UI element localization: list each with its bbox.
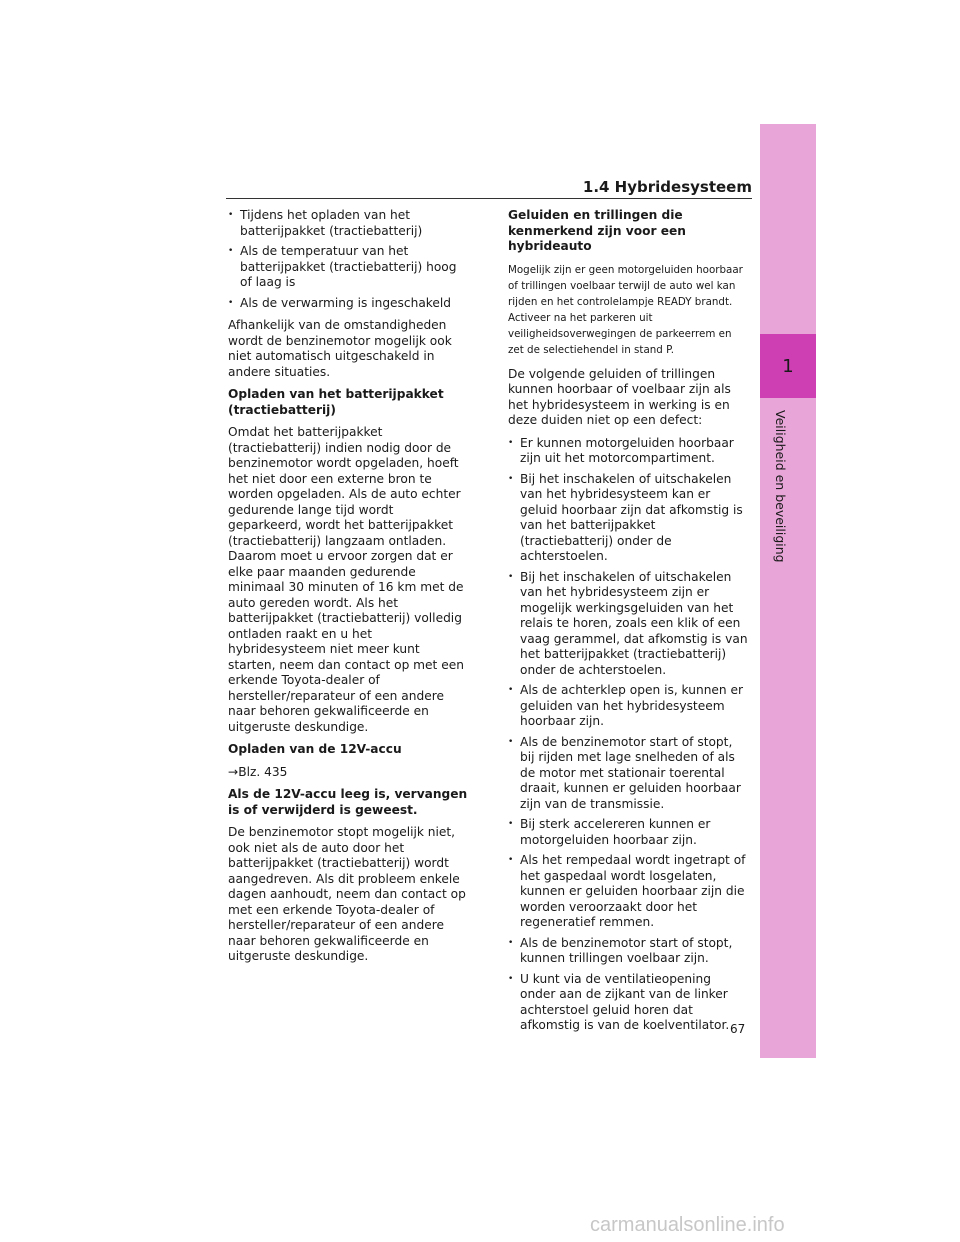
right-column [508,208,748,1041]
list-item: • Als de benzinemotor start of stopt, bij rijden met lage snelheden of als de motor met stationair toerental draait, kunnen er geluiden hoorbaar zijn van de transmissie. [508,735,748,813]
sounds-list [508,436,748,1034]
list-item: • Bij het inschakelen of uitschakelen van het hybridesysteem kan er geluid hoorbaar zijn dat afkomstig is van het batterijpakket (tractiebatterij) onder de achterstoelen. [508,472,748,565]
note-paragraph: Mogelijk zijn er geen motorgeluiden hoorbaar of trillingen voelbaar terwijl de auto wel kan rijden en het controlelampje READY brandt. Activeer na het parkeren uit veiligheidsoverwegingen de parkeerrem en zet de selectiehendel in stand P. [508,263,743,356]
conditions-list [228,208,468,311]
section-title: 1.4 Hybridesysteem [582,178,752,196]
chapter-label: Veiligheid en beveiliging [773,410,788,563]
paragraph-intro: De volgende geluiden of trillingen kunnen hoorbaar of voelbaar zijn als het hybridesysteem in werking is en deze duiden niet op een defect: [508,366,731,427]
page-reference-link[interactable]: → Blz. 435 [228,765,468,781]
chapter-number: 1 [760,334,816,398]
list-item: • Tijdens het opladen van het batterijpakket (tractiebatterij) [228,208,468,239]
heading-12v-charging: Opladen van de 12V-accu [228,742,402,756]
list-item: • Als de benzinemotor start of stopt, kunnen trillingen voelbaar zijn. [508,936,748,967]
list-item: • Als het rempedaal wordt ingetrapt of het gaspedaal wordt losgelaten, kunnen er geluiden hoorbaar zijn die worden veroorzaakt door het regeneratief remmen. [508,853,748,931]
paragraph-battery-charging: Omdat het batterijpakket (tractiebatterij) indien nodig door de benzinemotor wordt opgeladen, hoeft het niet door een externe bron te worden opgeladen. Als de auto echter gedurende lange tijd wordt geparkeerd, wordt het batterijpakket (tractiebatterij) langzaam ontladen. Daarom moet u ervoor zorgen dat er elke paar maanden gedurende minimaal 30 minuten of 16 km met de auto gereden wordt. Als het batterijpakket (tractiebatterij) volledig ontladen raakt en u het hybridesysteem niet meer kunt starten, neem dan contact op met een erkende Toyota-dealer of hersteller/reparateur of een andere naar behoren gekwalificeerde en uitgeruste deskundige. [228,425,464,734]
list-item: • Als de temperatuur van het batterijpakket (tractiebatterij) hoog of laag is [228,244,468,291]
list-item: • Bij het inschakelen of uitschakelen van het hybridesysteem zijn er mogelijk werkingsgeluiden van het relais te horen, zoals een klik of een vaag gerammel, dat afkomstig is van het batterijpakket (tractiebatterij) onder de achterstoelen. [508,570,748,679]
watermark: carmanualsonline.info [590,1214,785,1236]
heading-battery-charging: Opladen van het batterijpakket (tractiebatterij) [228,387,444,417]
heading-12v-empty: Als de 12V-accu leeg is, vervangen is of verwijderd is geweest. [228,787,468,817]
page-number: 67 [730,1022,746,1036]
left-column [228,208,468,972]
list-item: • Als de verwarming is ingeschakeld [228,296,468,312]
paragraph-situations: Afhankelijk van de omstandigheden wordt de benzinemotor mogelijk ook niet automatisch uitgeschakeld in andere situaties. [228,318,452,379]
header-divider [226,198,752,199]
list-item: • Bij sterk accelereren kunnen er motorgeluiden hoorbaar zijn. [508,817,748,848]
heading-sounds-vibrations: Geluiden en trillingen die kenmerkend zijn voor een hybrideauto [508,208,686,253]
list-item: • U kunt via de ventilatieopening onder aan de zijkant van de linker achterstoel geluid horen dat afkomstig is van de koelventilator. [508,972,748,1034]
paragraph-12v-empty: De benzinemotor stopt mogelijk niet, ook niet als de auto door het batterijpakket (tractiebatterij) wordt aangedreven. Als dit probleem enkele dagen aanhoudt, neem dan contact op met een erkende Toyota-dealer of hersteller/reparateur of een andere naar behoren gekwalificeerde en uitgeruste deskundige. [228,825,466,963]
list-item: • Er kunnen motorgeluiden hoorbaar zijn uit het motorcompartiment. [508,436,748,467]
list-item: • Als de achterklep open is, kunnen er geluiden van het hybridesysteem hoorbaar zijn. [508,683,748,730]
